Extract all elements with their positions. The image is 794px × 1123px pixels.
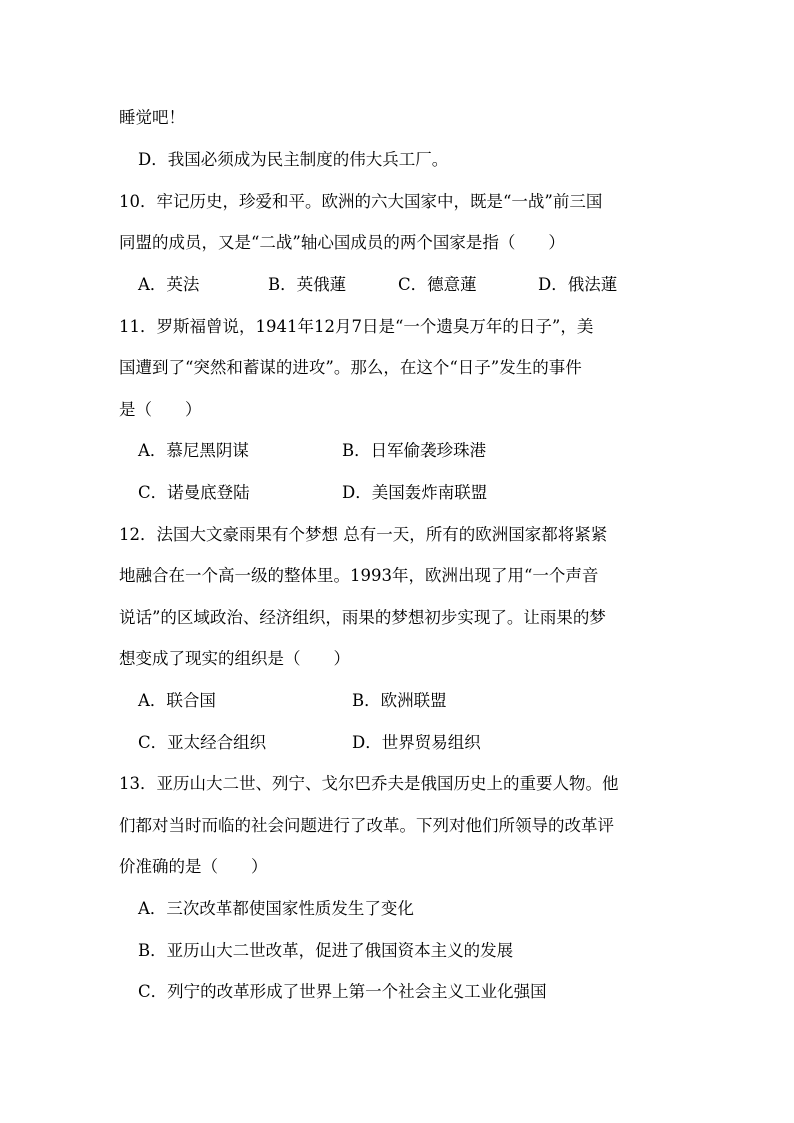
option-line xyxy=(0,143,794,177)
q11-option-c: C．诺曼底登陆 xyxy=(138,483,250,502)
question-13-stem xyxy=(0,809,794,843)
q10-option-b: B．英俄蓮 xyxy=(268,275,347,294)
q10-option-c: C．德意蓮 xyxy=(398,275,477,294)
q10-option-a: A．英法 xyxy=(138,275,200,294)
q12-stem-line2: 地融合在一个高一级的整体里。1993年，欧洲出现了用“一个声音 xyxy=(119,566,599,585)
question-12-stem xyxy=(0,601,794,635)
question-11-stem xyxy=(0,393,794,427)
q13-stem-line1: 13．亚历山大二世、列宁、戈尔巴乔夫是俄国历史上的重要人物。他 xyxy=(119,774,619,793)
question-11-options xyxy=(0,434,794,468)
question-12-stem xyxy=(0,642,794,676)
question-13-options xyxy=(0,934,794,968)
q13-stem-line2: 们都对当时而临的社会问题进行了改革。下列对他们所领导的改革评 xyxy=(119,816,614,835)
q13-option-c: C．列宁的改革形成了世界上第一个社会主义工业化强国 xyxy=(138,982,547,1001)
question-12-options xyxy=(0,726,794,760)
q11-option-a: A．慕尼黑阴谋 xyxy=(138,441,249,460)
question-13-options xyxy=(0,892,794,926)
q11-option-d: D．美国轰炸南联盟 xyxy=(342,483,488,502)
question-12-options xyxy=(0,684,794,718)
q12-stem-line4: 想变成了现实的组织是（ ） xyxy=(119,649,350,668)
question-11-stem xyxy=(0,310,794,344)
question-12-stem xyxy=(0,518,794,552)
q12-stem-line3: 说话”的区域政治、经济组织，雨果的梦想初步实现了。让雨果的梦 xyxy=(119,608,606,627)
question-10-stem xyxy=(0,226,794,260)
q11-option-b: B．日军偷袭珍珠港 xyxy=(342,441,487,460)
q11-stem-line2: 国遭到了“突然和蓄谋的进攻”。那么，在这个“日子”发生的事件 xyxy=(119,358,582,377)
q13-option-b: B．亚历山大二世改革，促进了俄国资本主义的发展 xyxy=(138,941,514,960)
q10-option-d: D．俄法蓮 xyxy=(538,275,618,294)
question-13-stem xyxy=(0,850,794,884)
continued-text: 睡觉吧！ xyxy=(119,108,185,127)
q11-stem-line1: 11．罗斯福曾说，1941年12月7日是“一个遗臭万年的日子”，美 xyxy=(119,317,594,336)
q9-option-d: D．我国必须成为民主制度的伟大兵工厂。 xyxy=(138,150,449,169)
text-line xyxy=(0,101,794,135)
q10-stem-line1: 10．牢记历史，珍爱和平。欧洲的六大国家中，既是“一战”前三国 xyxy=(119,192,603,211)
question-11-options xyxy=(0,476,794,510)
question-11-stem xyxy=(0,351,794,385)
q12-option-c: C．亚太经合组织 xyxy=(138,733,267,752)
question-13-options xyxy=(0,975,794,1009)
question-10-options xyxy=(0,268,794,302)
q13-option-a: A．三次改革都使国家性质发生了变化 xyxy=(138,899,414,918)
q12-stem-line1: 12．法国大文豪雨果有个梦想 总有一天，所有的欧洲国家都将紧紧 xyxy=(119,525,608,544)
q13-stem-line3: 价准确的是（ ） xyxy=(119,857,268,876)
q11-stem-line3: 是（ ） xyxy=(119,400,202,419)
question-12-stem xyxy=(0,559,794,593)
q10-stem-line2: 同盟的成员，又是“二战”轴心国成员的两个国家是指（ ） xyxy=(119,233,565,252)
q12-option-b: B．欧洲联盟 xyxy=(352,691,447,710)
q12-option-d: D．世界贸易组织 xyxy=(352,733,481,752)
question-10-stem xyxy=(0,185,794,219)
question-13-stem xyxy=(0,767,794,801)
q12-option-a: A．联合国 xyxy=(138,691,216,710)
